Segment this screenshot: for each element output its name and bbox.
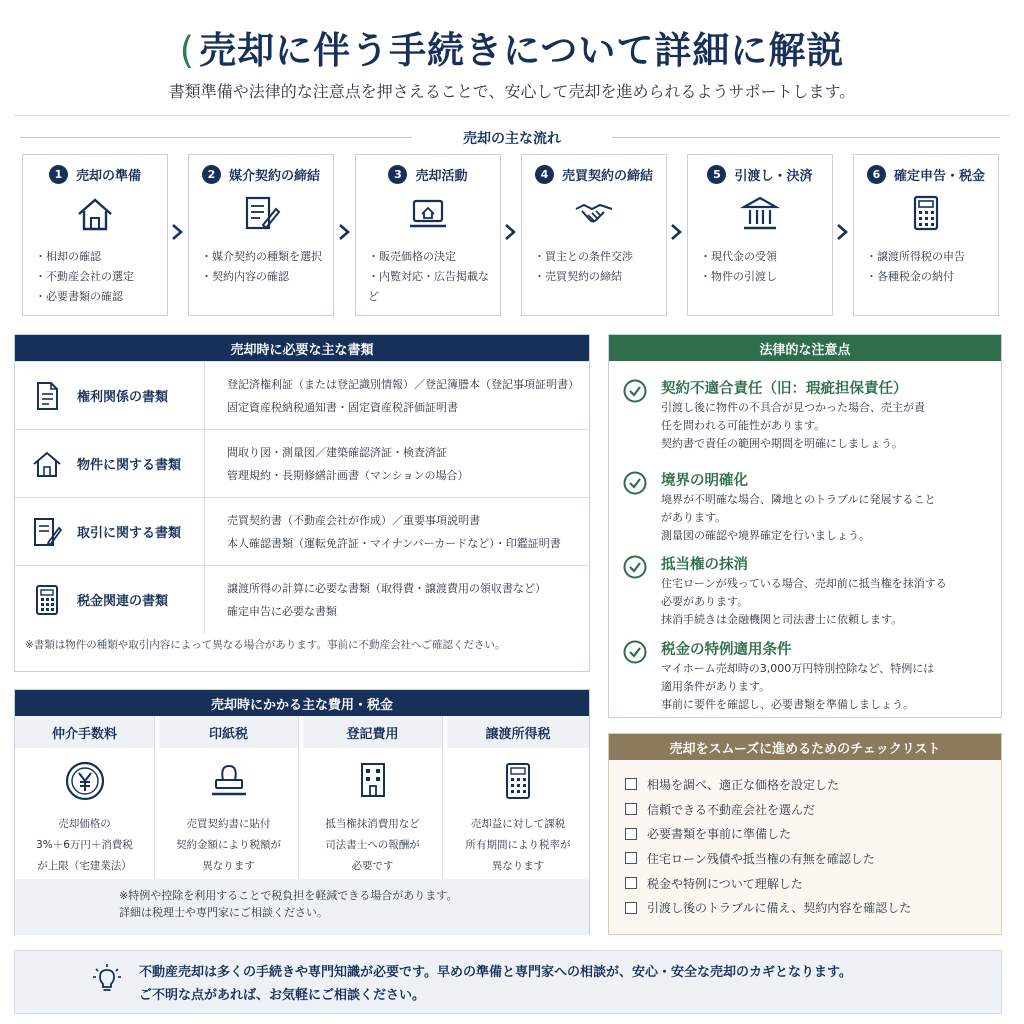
document-row-heading: [15, 566, 205, 633]
document-row-heading: [15, 498, 205, 565]
documents-panel: [14, 334, 590, 672]
page-title: [0, 20, 1024, 74]
document-row: [15, 565, 589, 633]
calculator-icon: [906, 195, 946, 233]
step-items: [368, 247, 494, 307]
laptop-house-icon: [408, 195, 448, 233]
checklist-item-label: 引渡し後のトラブルに備え、契約内容を確認した: [647, 901, 912, 916]
costs-note: [15, 879, 589, 935]
checklist-item[interactable]: [625, 797, 911, 822]
check-circle-icon: [623, 640, 647, 664]
legal-panel: [608, 334, 1002, 718]
footer-line: 不動産売却は多くの手続きや専門知識が必要です。早めの準備と専門家への相談が、安心・安全な売却のカギとなります。: [139, 965, 852, 980]
document-line: 固定資産税納税通知書・固定資産税評価証明書: [227, 401, 458, 414]
legal-line: 任を問われる可能性があります。: [661, 419, 826, 432]
checkbox[interactable]: [625, 902, 637, 914]
documents-note: ※書類は物件の種類や取引内容によって異なる場合があります。事前に不動産会社へご確認ください。: [25, 639, 506, 651]
flow-step-6: [853, 154, 999, 316]
legal-line: 適用条件があります。: [661, 680, 771, 693]
step-items: [35, 247, 161, 307]
cost-description: [307, 814, 438, 877]
cost-description: [163, 814, 294, 877]
legal-line: 契約書で責任の範囲や期間を明確にしましょう。: [661, 437, 903, 450]
step-number: 6: [867, 165, 886, 184]
step-number: 3: [388, 165, 407, 184]
house-icon: [31, 448, 63, 480]
yen-coin-icon: [64, 760, 106, 802]
document-line: 売買契約書（不動産会社が作成）／重要事項説明書: [227, 514, 480, 527]
costs-note-line: 詳細は税理士や専門家にご相談ください。: [119, 906, 328, 919]
document-line: 本人確認書類（運転免許証・マイナンバーカードなど）・印鑑証明書: [227, 537, 561, 550]
step-label: 売買契約の締結: [561, 169, 653, 184]
step-label: 売却の準備: [75, 169, 141, 184]
cost-label: 譲渡所得税: [447, 716, 589, 748]
legal-item-title: 抵当権の抹消: [661, 557, 748, 573]
cost-line: 必要です: [351, 860, 394, 872]
step-item: ・内覧対応・広告掲載など: [368, 270, 489, 303]
header-divider: [14, 115, 1010, 116]
page-subtitle: 書類準備や法律的な注意点を押さえることで、安心して売却を進められるようサポートします。: [168, 82, 856, 101]
step-item: ・物件の引渡し: [700, 270, 777, 283]
document-list: [227, 373, 581, 419]
document-pen-icon: [31, 516, 63, 548]
legal-item-body: [661, 491, 936, 545]
step-number: 1: [49, 165, 68, 184]
legal-line: 引渡し後に物件の不具合が見つかった場合、売主が責: [661, 401, 925, 414]
step-label: 引渡し・決済: [734, 169, 813, 184]
title-accent-mark: (: [179, 29, 196, 72]
chevron-right-icon: [336, 222, 352, 242]
legal-line: 住宅ローンが残っている場合、売却前に抵当権を抹消する: [661, 577, 947, 590]
document-line: 確定申告に必要な書類: [227, 605, 337, 618]
cost-label: 印紙税: [159, 716, 298, 748]
checkbox[interactable]: [625, 877, 637, 889]
chevron-right-icon: [834, 222, 850, 242]
checklist-item[interactable]: [625, 871, 911, 896]
checklist-item-label: 相場を調べ、適正な価格を設定した: [647, 777, 840, 792]
step-item: ・現代金の受領: [700, 250, 777, 263]
documents-panel-title: 売却時に必要な主な書類: [15, 335, 589, 361]
chevron-right-icon: [668, 222, 684, 242]
step-item: ・不動産会社の選定: [35, 270, 134, 283]
cost-label: 登記費用: [303, 716, 442, 748]
step-item: ・契約内容の確認: [201, 270, 289, 283]
checkbox[interactable]: [625, 778, 637, 790]
flow-section-title: 売却の主な流れ: [412, 128, 612, 148]
cost-description: [451, 814, 585, 877]
legal-line: 事前に要件を確認し、必要書類を準備しましょう。: [661, 698, 914, 711]
stamp-icon: [208, 760, 250, 802]
step-item: ・買主との条件交渉: [534, 250, 633, 263]
step-item: ・売買契約の締結: [534, 270, 622, 283]
costs-panel: [14, 689, 590, 935]
cost-line: 売却価格の: [58, 818, 111, 830]
checklist-item[interactable]: [625, 846, 911, 871]
legal-item-title: 契約不適合責任（旧：瑕疵担保責任）: [661, 381, 908, 397]
step-item: ・販売価格の決定: [368, 250, 456, 263]
document-row: [15, 361, 589, 429]
cost-line: 売却益に対して課税: [470, 818, 566, 830]
document-row-heading: [15, 430, 205, 497]
checklist-item[interactable]: [625, 821, 911, 846]
cost-line: 契約金額により税額が: [176, 839, 281, 851]
flow-step-5: [687, 154, 833, 316]
step-label: 媒介契約の締結: [228, 169, 320, 184]
step-label: 確定申告・税金: [893, 169, 985, 184]
handshake-icon: [574, 195, 614, 233]
cost-line: 司法書士への報酬が: [325, 839, 420, 851]
document-row: [15, 497, 589, 565]
document-list: [227, 509, 581, 555]
cost-line: 3%＋6万円＋消費税: [36, 839, 133, 851]
page-title-text: 売却に伴う手続きについて詳細に解説: [199, 29, 845, 72]
check-circle-icon: [623, 471, 647, 495]
legal-item-body: [661, 575, 947, 629]
document-line: 登記済権利証（または登記識別情報）／登記簿謄本（登記事項証明書）: [227, 378, 579, 391]
document-list: [227, 577, 581, 623]
cost-line: 抵当権抹消費用など: [325, 818, 420, 830]
footer-callout: [14, 950, 1002, 1014]
step-item: ・各種税金の納付: [866, 270, 954, 283]
step-item: ・媒介契約の種類を選択: [201, 250, 322, 263]
footer-line: ご不明な点があれば、お気軽にご相談ください。: [139, 988, 426, 1003]
checklist-item[interactable]: [625, 895, 911, 920]
step-items: [201, 247, 327, 287]
cost-line: 売買契約書に貼付: [186, 818, 271, 830]
checklist-item-label: 信頼できる不動産会社を選んだ: [647, 802, 816, 817]
step-number: 4: [535, 165, 554, 184]
cost-column: [447, 716, 589, 879]
chevron-right-icon: [169, 222, 185, 242]
checklist-panel: [608, 733, 1002, 935]
document-category-label: 税金関連の書類: [77, 594, 169, 609]
step-number: 5: [707, 165, 726, 184]
cost-line: が上限（宅建業法）: [37, 860, 132, 872]
step-label: 売却活動: [415, 169, 468, 184]
document-line: 間取り図・測量図／建築確認済証・検査済証: [227, 446, 447, 459]
checkbox[interactable]: [625, 828, 637, 840]
check-circle-icon: [623, 379, 647, 403]
document-row-heading: [15, 362, 205, 429]
calculator-icon: [31, 584, 63, 616]
document-line: 管理規約・長期修繕計画書（マンションの場合）: [227, 469, 469, 482]
step-number: 2: [202, 165, 221, 184]
flow-step-4: [521, 154, 667, 316]
step-item: ・譲渡所得税の申告: [866, 250, 965, 263]
document-icon: [31, 380, 63, 412]
step-items: [534, 247, 660, 287]
checklist-panel-title: 売却をスムーズに進めるためのチェックリスト: [609, 734, 1001, 760]
cost-column: [303, 716, 443, 879]
legal-line: マイホーム売却時の3,000万円特別控除など、特例には: [661, 662, 935, 675]
legal-item-body: [661, 660, 934, 714]
checklist-item-label: 住宅ローン残債や抵当権の有無を確認した: [647, 851, 875, 866]
document-line: 譲渡所得の計算に必要な書類（取得費・譲渡費用の領収書など）: [227, 582, 546, 595]
step-items: [700, 247, 826, 287]
legal-line: があります。: [661, 511, 727, 524]
cost-line: 異なります: [202, 860, 255, 872]
calculator-icon: [497, 760, 539, 802]
cost-label: 仲介手数料: [15, 716, 154, 748]
bank-icon: [740, 195, 780, 233]
document-row: [15, 429, 589, 497]
footer-message: [139, 961, 852, 1007]
legal-line: 必要があります。: [661, 595, 749, 608]
checklist-item-label: 税金や特例について理解した: [647, 876, 803, 891]
step-item: ・必要書類の確認: [35, 290, 123, 303]
cost-line: 所有期間により税率が: [465, 839, 571, 851]
lightbulb-icon: [91, 963, 123, 995]
checklist-item-label: 必要書類を事前に準備した: [647, 827, 792, 842]
legal-item-title: 税金の特例適用条件: [661, 642, 792, 658]
legal-panel-title: 法律的な注意点: [609, 335, 1001, 361]
costs-note-line: ※特例や控除を利用することで税負担を軽減できる場合があります。: [119, 889, 458, 902]
flow-step-3: [355, 154, 501, 316]
house-icon: [75, 195, 115, 233]
cost-column: [15, 716, 155, 879]
legal-line: 抹消手続きは金融機関と司法書士に依頼します。: [661, 613, 903, 626]
flow-step-2: [188, 154, 334, 316]
check-circle-icon: [623, 555, 647, 579]
legal-line: 境界が不明確な場合、隣地とのトラブルに発展すること: [661, 493, 936, 506]
legal-item-body: [661, 399, 925, 453]
document-list: [227, 441, 581, 487]
checkbox[interactable]: [625, 803, 637, 815]
step-items: [866, 247, 992, 287]
cost-description: [19, 814, 150, 877]
chevron-right-icon: [502, 222, 518, 242]
step-item: ・相却の確認: [35, 250, 101, 263]
checklist-item[interactable]: [625, 772, 911, 797]
document-category-label: 物件に関する書類: [77, 458, 182, 473]
flow-step-1: [22, 154, 168, 316]
document-category-label: 権利関係の書類: [77, 390, 169, 405]
costs-panel-title: 売却時にかかる主な費用・税金: [15, 690, 589, 716]
legal-item-title: 境界の明確化: [661, 473, 748, 489]
cost-line: 異なります: [491, 860, 545, 872]
checkbox[interactable]: [625, 852, 637, 864]
checklist: [625, 772, 911, 920]
legal-line: 測量図の確認や境界確定を行いましょう。: [661, 529, 870, 542]
cost-column: [159, 716, 299, 879]
document-category-label: 取引に関する書類: [77, 526, 182, 541]
building-document-icon: [352, 760, 394, 802]
document-pen-icon: [241, 195, 281, 233]
